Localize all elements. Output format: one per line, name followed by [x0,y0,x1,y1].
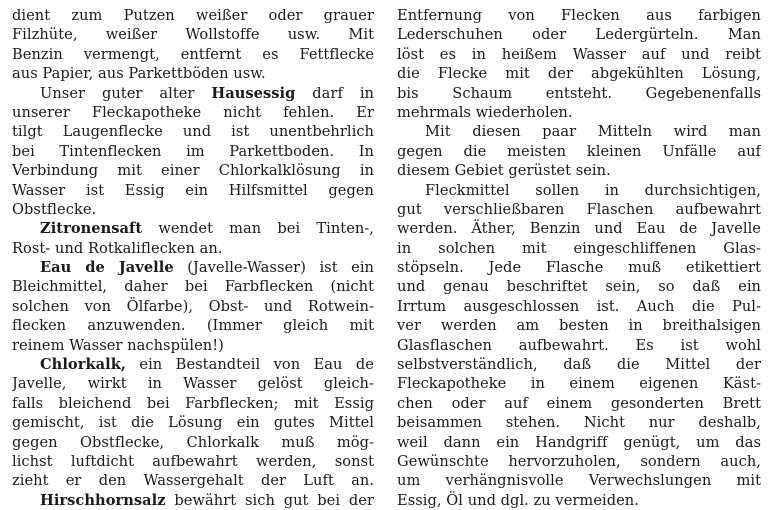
text-line: gegen Obstflecke, Chlorkalk muß mög- [12,433,374,451]
bold-term: Chlorkalk, [40,356,126,374]
bold-term: Hirschhornsalz [40,491,166,509]
text-line: reinem Wasser nachspülen!) [12,336,224,354]
text-line: und genau beschriftet sein, so daß ein [397,278,761,296]
text-line: unserer Fleckapotheke nicht fehlen. Er [12,103,374,121]
text-line: tilgt Laugenflecke und ist unentbehrlich [12,123,374,141]
text-line: in solchen mit eingeschliffenen Glas- [397,239,761,257]
bold-term: Hausessig [211,84,296,102]
text-line: stöpseln. Jede Flasche muß etikettiert [397,259,761,277]
text-line: beisammen stehen. Nicht nur deshalb, [397,414,761,432]
text-run: (Javelle-Wasser) ist ein [173,259,374,277]
text-line: Fleckapotheke in einem eigenen Käst- [397,375,761,393]
text-line: Glasflaschen aufbewahrt. Es ist wohl [397,336,761,354]
text-line: diesem Gebiet gerüstet sein. [397,162,611,180]
text-line: chen oder auf einem gesonderten Brett [397,394,761,412]
text-line: werden. Äther, Benzin und Eau de Javelle [397,220,761,238]
text-line: Verbindung mit einer Chlorkalklösung in [12,162,374,180]
text-line: dient zum Putzen weißer oder grauer [12,7,374,24]
text-line: weil dann ein Handgriff genügt, um das [397,433,761,451]
text-line: gut verschließbaren Flaschen aufbewahrt [397,200,761,218]
text-line: falls bleichend bei Farbflecken; mit Essig [12,394,374,412]
text-line [12,355,374,374]
text-line: flecken anzuwenden. (Immer gleich mit [12,317,374,335]
text-line: aus Papier, aus Parkettböden usw. [12,65,266,83]
text-line [12,219,374,238]
text-line: Wasser ist Essig ein Hilfsmittel gegen [12,181,374,199]
text-line: bei Tintenflecken im Parkettboden. In [12,142,374,160]
text-line: Lederschuhen oder Ledergürteln. Man [397,26,761,44]
text-line [12,84,374,103]
text-column-right [397,6,761,510]
text-line: ver werden am besten in breithalsigen [397,317,761,335]
text-line: Gewünschte hervorzuholen, sondern auch, [397,452,761,470]
text-line: lichst luftdicht aufbewahrt werden, sonst [12,452,374,470]
text-line: Rost- und Rotkaliflecken an. [12,239,223,257]
text-line: Filzhüte, weißer Wollstoffe usw. Mit [12,26,374,44]
text-line: gemischt, ist die Lösung ein gutes Mittel [12,414,374,432]
text-line: Mit diesen paar Mitteln wird man [425,123,761,141]
text-line: Fleckmittel sollen in durchsichtigen, [425,181,761,199]
text-line: mehrmals wiederholen. [397,103,573,121]
text-line: selbstverständlich, daß die Mittel der [397,356,761,374]
text-line: löst es in heißem Wasser auf und reibt [397,45,761,63]
text-line: Obstflecke. [12,200,97,218]
text-line: Bleichmittel, daher bei Farbflecken (nicht [12,278,374,296]
text-line: Benzin vermengt, entfernt es Fettflecke [12,45,374,63]
text-line: um verhängnisvolle Verwechslungen mit [397,472,761,490]
text-line [12,258,374,277]
text-line: gegen die meisten kleinen Unfälle auf [397,142,761,160]
text-line: bis Schaum entsteht. Gegebenenfalls [397,84,761,102]
text-line: solchen von Ölfarbe), Obst- und Rotwein- [12,297,374,315]
text-column-left [12,6,374,510]
bold-term: Eau de Javelle [40,259,174,277]
text-run: Unser guter alter [40,84,212,102]
text-line: Irrtum ausgeschlossen ist. Auch die Pul- [397,297,761,315]
text-line: zieht er den Wassergehalt der Luft an. [12,472,374,490]
text-run: darf in [295,84,374,102]
text-line: Essig, Öl und dgl. zu vermeiden. [397,491,639,509]
bold-term: Zitronensaft [40,220,143,238]
text-line [12,491,374,510]
text-run: bewährt sich gut bei der [165,491,374,509]
text-line: Javelle, wirkt in Wasser gelöst gleich- [12,375,374,393]
text-run: wendet man bei Tinten-, [142,220,374,238]
text-run: ein Bestandteil von Eau de [126,356,374,374]
text-line: Entfernung von Flecken aus farbigen [397,7,761,24]
text-line: die Flecke mit der abgekühlten Lösung, [397,65,761,83]
